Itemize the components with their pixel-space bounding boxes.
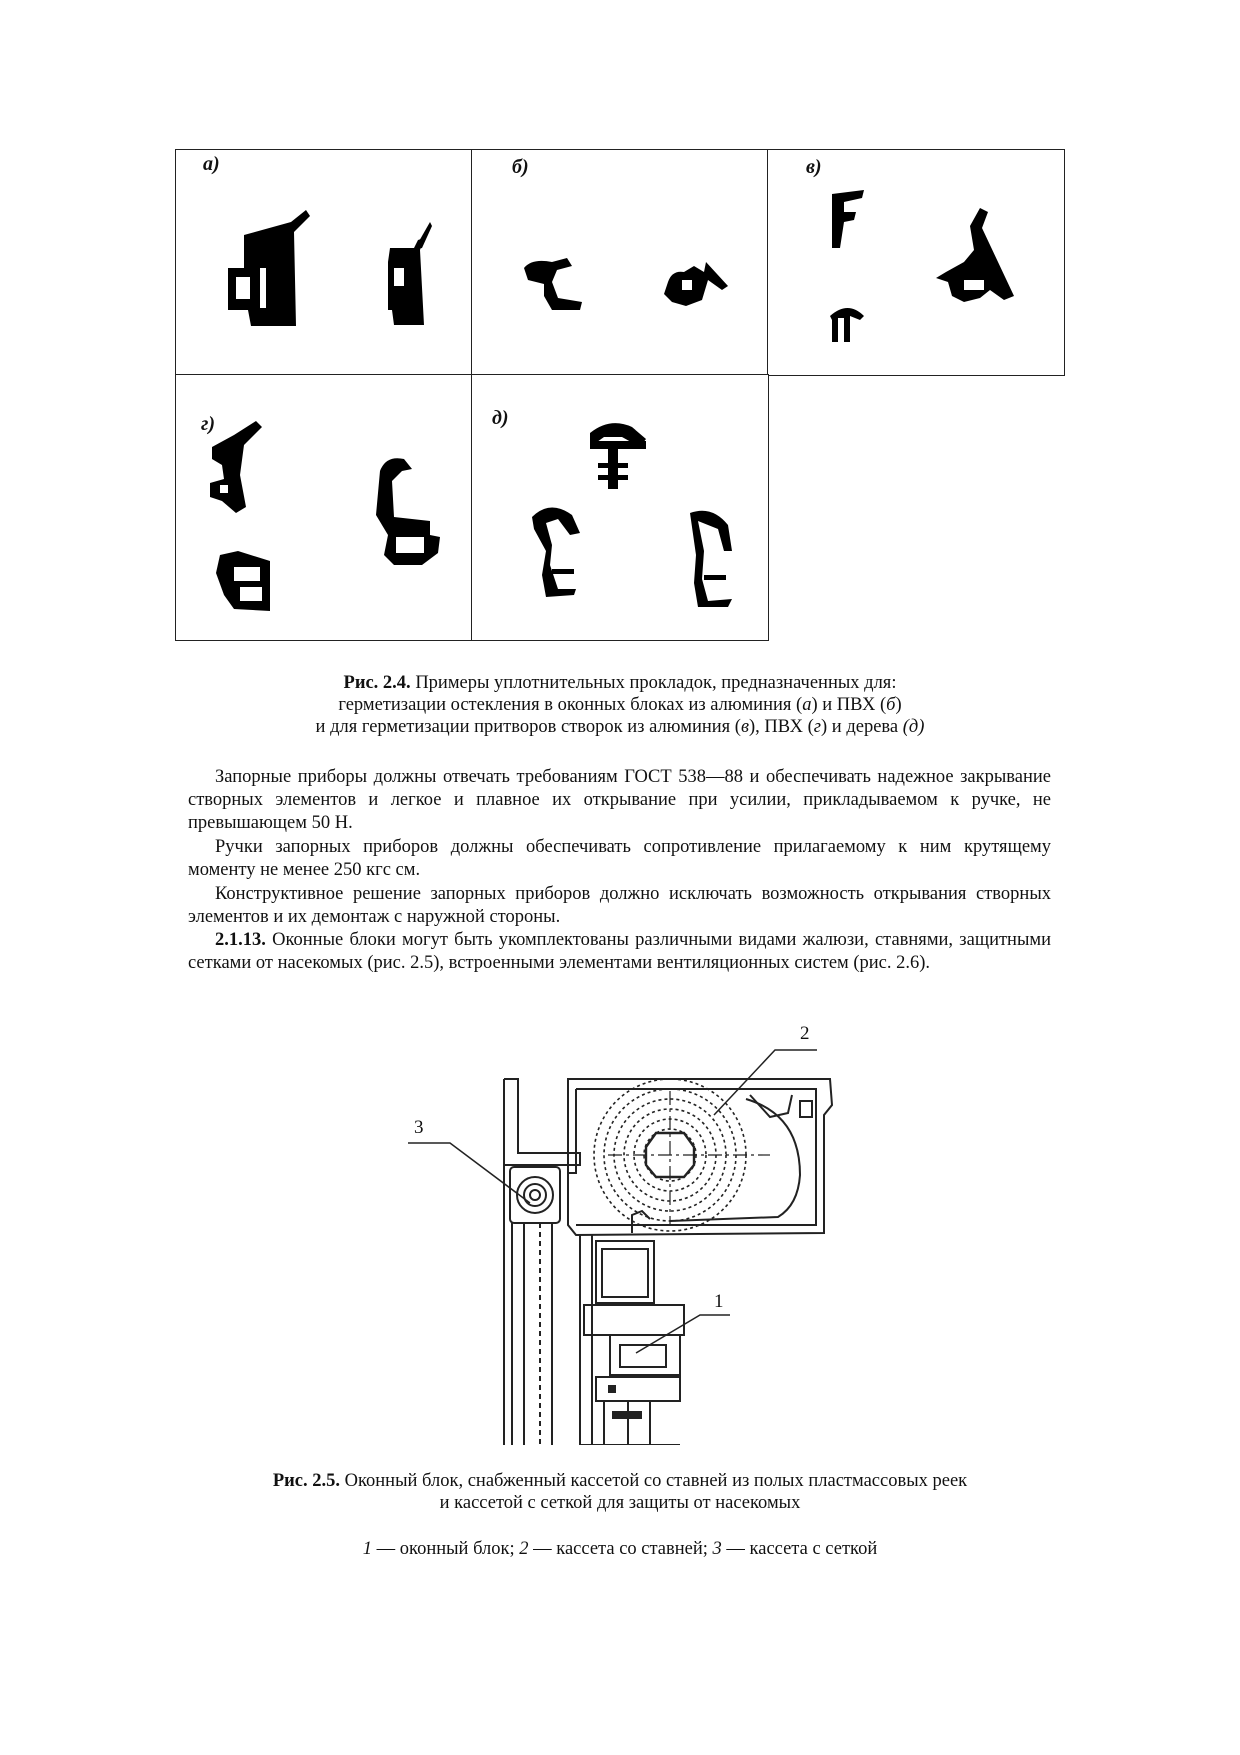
paragraph-text: Конструктивное решение запорных приборов должно исключать возможность открывания створных элементов и их демонтаж с наружной стороны.	[188, 884, 1051, 927]
caption-text: и для герметизации притворов створок из алюминия (	[315, 717, 741, 737]
seal-profiles-aluminium-rebate	[768, 150, 1066, 377]
figure-2-5-caption	[0, 1470, 1240, 1514]
leader-label-1: 1	[714, 1291, 724, 1312]
legend-text: — оконный блок;	[372, 1539, 520, 1559]
panel-g-label: г)	[201, 413, 216, 435]
caption-text: и кассетой с сеткой для защиты от насекомых	[439, 1493, 801, 1513]
paragraph-4	[188, 929, 1051, 975]
caption-text: ), ПВХ (	[749, 717, 814, 737]
caption-italic: в	[740, 717, 749, 737]
figure-2-5-legend	[0, 1538, 1240, 1560]
caption-text: ) и дерева	[821, 717, 903, 737]
seal-profiles-aluminium-glazing	[176, 150, 474, 377]
caption-italic: г	[813, 717, 822, 737]
panel-d-label: д)	[492, 407, 509, 429]
leader-label-3: 3	[414, 1117, 424, 1138]
caption-italic: б	[886, 695, 896, 715]
panel-b-label: б)	[512, 156, 529, 178]
paragraph-text: Ручки запорных приборов должны обеспечивать сопротивление прилагаемому к ним крутящему моменту не менее 250 кгс см.	[188, 837, 1051, 880]
figure-2-5	[380, 1005, 840, 1445]
caption-text: Оконный блок, снабженный кассетой со ставней из полых пластмассовых реек	[340, 1471, 968, 1491]
leader-label-2: 2	[800, 1023, 810, 1044]
figure-2-4	[175, 149, 1062, 640]
panel-a	[175, 149, 473, 376]
panel-d	[471, 374, 769, 641]
caption-line-2	[0, 1492, 1240, 1514]
panel-b	[471, 149, 769, 376]
seal-profiles-wood-rebate	[472, 375, 770, 642]
caption-line-1	[0, 672, 1240, 694]
paragraph-text: Оконные блоки могут быть укомплектованы различными видами жалюзи, ставнями, защитными сетками от насекомых (рис. 2.5), встроенными элементами вентиляционных систем (рис. 2.6).	[188, 930, 1051, 973]
panel-a-label: а)	[203, 153, 220, 175]
seal-profiles-pvc-rebate	[176, 375, 474, 642]
caption-line-2	[0, 694, 1240, 716]
paragraph-3	[188, 883, 1051, 929]
caption-prefix: Рис. 2.4.	[343, 673, 411, 693]
caption-text: )	[895, 695, 902, 715]
caption-prefix: Рис. 2.5.	[272, 1471, 340, 1491]
legend-text: — кассета со ставней;	[528, 1539, 713, 1559]
legend-number: 1	[362, 1539, 373, 1559]
caption-line-1	[0, 1470, 1240, 1492]
caption-text: ) и ПВХ (	[811, 695, 887, 715]
seal-profiles-pvc-glazing	[472, 150, 770, 377]
caption-text: Примеры уплотнительных прокладок, предназначенных для:	[410, 673, 897, 693]
window-cassette-section-drawing	[380, 1005, 840, 1445]
legend-number: 3	[712, 1539, 722, 1559]
paragraph-1	[188, 766, 1051, 835]
panel-v-label: в)	[806, 156, 822, 178]
legend-text: — кассета с сеткой	[721, 1539, 878, 1559]
caption-text: герметизации остекления в оконных блоках из алюминия (	[338, 695, 803, 715]
caption-italic: (д)	[902, 717, 925, 737]
clause-number: 2.1.13.	[215, 930, 266, 950]
paragraph-text: Запорные приборы должны отвечать требованиям ГОСТ 538—88 и обеспечивать надежное закрывание створных элементов и легкое и плавное их открывание при усилии, прикладываемом к ручке, не превышающем 50 Н.	[188, 767, 1051, 833]
caption-line-3	[0, 716, 1240, 738]
panel-v	[767, 149, 1065, 376]
panel-g	[175, 374, 473, 641]
caption-italic: а	[802, 695, 812, 715]
legend-number: 2	[519, 1539, 529, 1559]
figure-2-4-caption	[0, 672, 1240, 738]
paragraph-2	[188, 836, 1051, 882]
